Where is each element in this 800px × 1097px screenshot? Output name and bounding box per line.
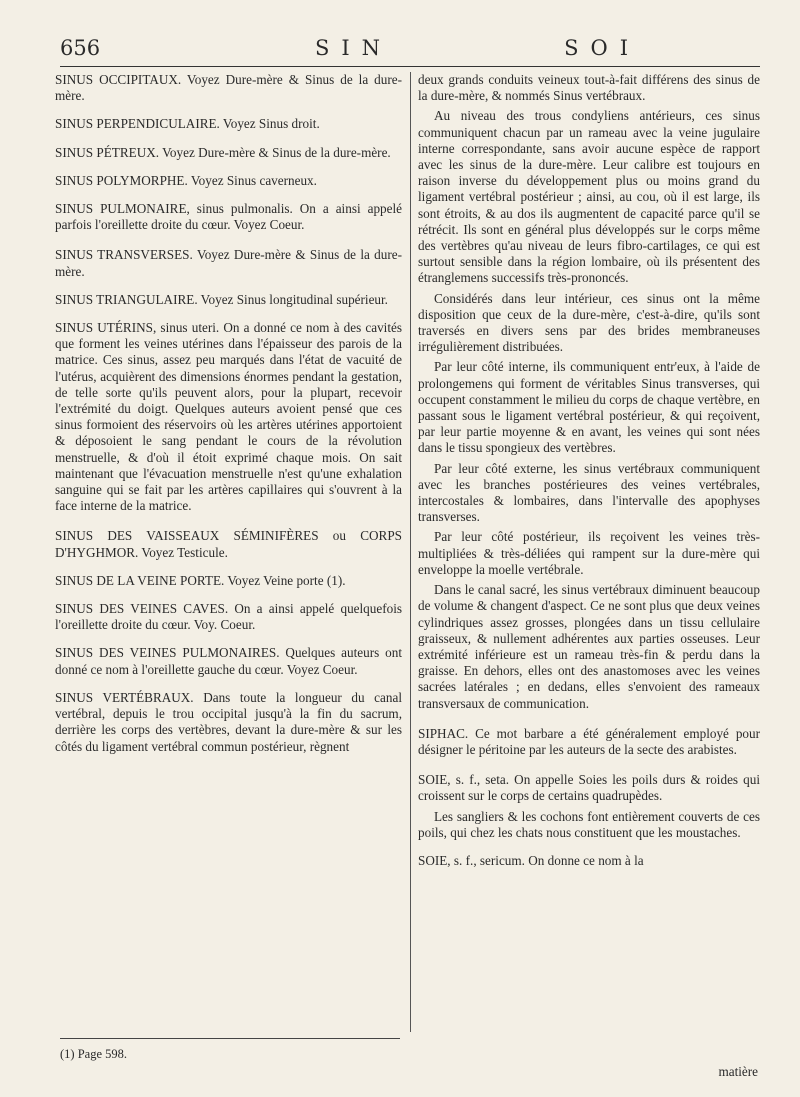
entry-soie-sericum: SOIE, s. f., sericum. On donne ce nom à la xyxy=(418,852,644,868)
entry-sinus-perpendiculaire: SINUS PERPENDICULAIRE. Voyez Sinus droit. xyxy=(55,116,320,132)
entry-siphac: SIPHAC. Ce mot barbare a été généralement employé pour désigner le péritoine par les auteurs de la secte des arabistes. xyxy=(418,725,760,757)
page-number: 656 xyxy=(60,36,101,60)
footnote: (1) Page 598. xyxy=(60,1047,127,1061)
entry-sinus-veines-pulmonaires: SINUS DES VEINES PULMONAIRES. Quelques auteurs ont donné ce nom à l'oreillette gauche du cœur. Voyez Coeur. xyxy=(55,645,402,677)
right-column xyxy=(418,72,760,883)
catchword: matière xyxy=(718,1064,758,1079)
paragraph: Par leur côté interne, ils communiquent entr'eux, à l'aide de prolongemens qui forment de véritables Sinus transverses, qui occupent constamment le milieu du corps de chaque vertèbre, en passant sous le ligament vertébral postérieur, & qui reçoivent, par leur partie moyenne & en avant, les veines qui sont nées dans le tissu spongieux des vertèbres. xyxy=(418,359,760,456)
entry-sinus-vaisseaux-seminiferes: SINUS DES VAISSEAUX SÉMINIFÈRES ou CORPS D'HYGHMOR. Voyez Testicule. xyxy=(55,528,402,560)
paragraph: Dans le canal sacré, les sinus vertébraux diminuent beaucoup de volume & changent d'aspect. Ce ne sont plus que deux veines cylindriques assez grosses, plongées dans un tissu cellulaire graisseux, & nullement adhérentes aux parties osseuses. Leur extrémité inférieure est un rameau très-fin & perdu dans la graisse. En dehors, elles ont des anastomoses avec les veines sacrées latérales ; en dedans, elles s'envoient des rameaux transversaux de communication. xyxy=(418,582,760,711)
column-divider xyxy=(410,72,411,1032)
entry-sinus-petreux: SINUS PÉTREUX. Voyez Dure-mère & Sinus de la dure-mère. xyxy=(55,144,391,160)
running-title-right: SOI xyxy=(564,36,640,60)
paragraph: deux grands conduits veineux tout-à-fait différens des sinus de la dure-mère, & nommés Sinus vertébraux. xyxy=(418,72,760,104)
running-header xyxy=(60,36,760,67)
entry-sinus-veines-caves: SINUS DES VEINES CAVES. On a ainsi appelé quelquefois l'oreillette droite du cœur. Voy. Coeur. xyxy=(55,601,402,633)
entry-sinus-occipitaux: SINUS OCCIPITAUX. Voyez Dure-mère & Sinus de la dure-mère. xyxy=(55,72,402,104)
entry-sinus-vertebraux: SINUS VERTÉBRAUX. Dans toute la longueur du canal vertébral, depuis le trou occipital jusqu'à la fin du sacrum, derrière les corps des vertèbres, devant la dure-mère & sur les côtés du ligament vertébral commun postérieur, règnent xyxy=(55,689,402,754)
paragraph: Par leur côté externe, les sinus vertébraux communiquent avec les branches postérieures des veines vertébrales, intercostales & lombaires, dans l'intervalle des apophyses transverses. xyxy=(418,460,760,525)
paragraph: Au niveau des trous condyliens antérieurs, ces sinus communiquent chacun par un rameau avec la veine jugulaire interne correspondante, sans avoir aucune espèce de rapport avec les sinus de la dure-mère. Leur calibre est toujours en raison inverse du développement plus ou moins grand du ligament vertébral postérieur ; ainsi, au cou, où il est large, ils sont étroits, & au dos ils augmentent de capacité parce qu'il se rétrécit. Ils sont en général plus développés sur le corps même des vertèbres qu'au niveau de leurs fibro-cartilages, ce qui est surtout sensible dans la région lombaire, où ils présentent des étranglemens successifs très-prononcés. xyxy=(418,108,760,286)
entry-soie: SOIE, s. f., seta. On appelle Soies les poils durs & roides qui croissent sur le corps de certains quadrupèdes. xyxy=(418,772,760,804)
entry-sinus-uterins: SINUS UTÉRINS, sinus uteri. On a donné ce nom à des cavités que forment les veines utérines dans l'épaisseur des parois de la matrice. Ces sinus, assez peu marqués dans l'état de vacuité de l'utérus, acquièrent des dimensions énormes pendant la gestation, de telle sorte qu'ils peuvent alors, pour la plupart, recevoir l'extrémité du doigt. Quelques auteurs avoient pensé que ces sinus formoient des réservoirs où les artères utérines apportoient & déposoient le sang pendant le cours de la révolution menstruelle, & d'où il étoit exprimé chaque mois. On sait maintenant que l'évacuation menstruelle n'est qu'une exhalation sanguine qui se fait par les artères capillaires qui s'ouvrent à la face interne de la matrice. xyxy=(55,320,402,514)
left-column xyxy=(55,72,402,769)
footnote-rule xyxy=(60,1038,400,1039)
entry-sinus-polymorphe: SINUS POLYMORPHE. Voyez Sinus caverneux. xyxy=(55,172,317,188)
entry-sinus-pulmonaire: SINUS PULMONAIRE, sinus pulmonalis. On a ainsi appelé parfois l'oreillette droite du cœur. Voyez Coeur. xyxy=(55,201,402,233)
paragraph: Les sangliers & les cochons font entièrement couverts de ces poils, qui chez les chats nous constituent que les moustaches. xyxy=(418,808,760,840)
paragraph: Par leur côté postérieur, ils reçoivent les veines très-multipliées & très-déliées qui rampent sur la dure-mère qui enveloppe la moelle vertébrale. xyxy=(418,529,760,577)
paragraph: Considérés dans leur intérieur, ces sinus ont la même disposition que ceux de la dure-mère, c'est-à-dire, qu'ils sont traversés en divers sens par des brides membraneuses irrégulièrement distribuées. xyxy=(418,290,760,355)
entry-sinus-veine-porte: SINUS DE LA VEINE PORTE. Voyez Veine porte (1). xyxy=(55,572,346,588)
entry-sinus-transverses: SINUS TRANSVERSES. Voyez Dure-mère & Sinus de la dure-mère. xyxy=(55,247,402,279)
running-title-left: SIN xyxy=(315,36,393,60)
entry-sinus-triangulaire: SINUS TRIANGULAIRE. Voyez Sinus longitudinal supérieur. xyxy=(55,291,388,307)
